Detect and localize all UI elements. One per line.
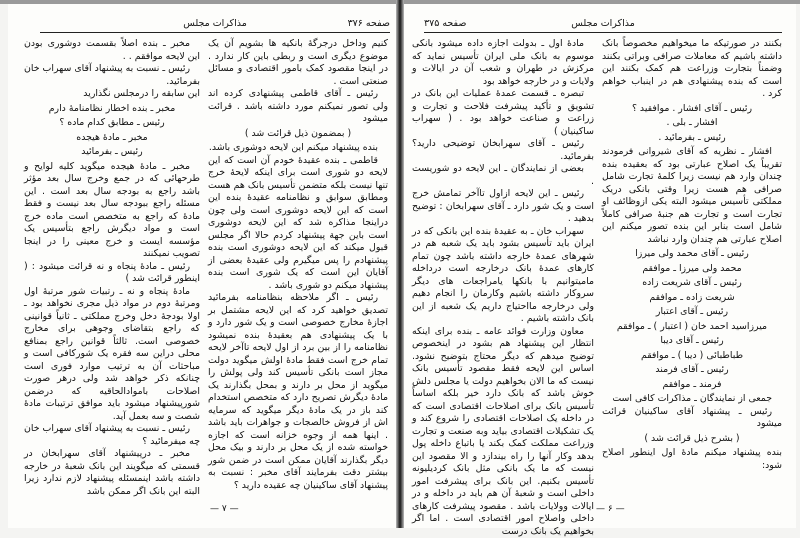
paragraph: معاون وزارت فوائد عامه ـ بنده برای اینکه انتظار این پیشنهاد هم بشود در اینخصوص توضیح میدهم که دیگر محتاج بتوضیح نشود. اساس این لایحه فقط مقصود تأسیس بانک نیست که ما الان بخواهیم دولت یا مجلس دلش خوش باشد که بانک دارد خیر بلکه اساساً تأسیس بانک برای اصلاحات اقتصادی است که در داخله یک اصلاحات اقتصادی را شروع کند و یک تشکیلات اقتصادی بیاید وبه صنعت و تجارت وزراعت مملکت کمک بکند یا باتباع داخله پول بدهد وکار آنها را راه بیندازد و الا مقصود این نیست که ما یک بانکی مثل بانک کردیلیونه تأسیس بکنیم. این بانک برای پیشرفت امور داخلی است و شعبهٔ آن هم باید در داخله و در ایالات وولایات باشد . مقصود پیشرفت کارهای داخلی واصلاح امور اقتصادی است . اما اگر بخواهیم یک بانک درست — [412, 326, 594, 538]
paragraph: قاطمی ـ بنده عقیدهٔ خودم آن است که این لایحه دو شوری است برای اینکه لایحهٔ خرج تنها نیست بلکه متضمن تأسیس بانک هم هست ومطابق سوابق و نظامنامه عقیدهٔ بنده این است که این لایحه دوشوری است ولی چون دراینجا مذاکره شد که این لایحه دوشوری است باین جهة پیشنهاد کردم حالا اگر مجلس قبول میکند که این لایحه دوشوری است بنده پیشنهادم را پس میگیرم ولی عقیدهٔ بعضی از آقایان این است که یک شوری است بنده پیشنهاد میکنم دو شوری باشد . — [208, 155, 388, 293]
paragraph: ( بشرح ذیل قرائت شد ) — [602, 433, 782, 446]
paragraph: رئیس ـ بفرمائید — [24, 146, 200, 159]
running-title: مذاکرات مجلس — [40, 18, 390, 29]
paragraph: ( بمضمون ذیل قرائت شد ) — [208, 128, 388, 141]
paragraph: افشار ـ نظریه که آقای شیروانی فرمودند تقریباً یک اصلاح عبارتی بود که بعقیده بنده چندان وارد هم نیست زیرا کلمهٔ تجارت شامل صرافی هم هست زیرا وقتی بانکی دریک مملکتی تأسیس میشود البته یکی ازوظائف او تجارت است و تجارت هم جنبهٔ صرافی کاملاً شامل است بنابر این بنده تصور میکنم این اصلاح عبارتی هم چندان وارد نباشد — [602, 146, 782, 246]
page-number: صفحه ۳۷۶ — [348, 18, 390, 29]
paragraph: شریعت زاده ـ موافقم — [602, 292, 782, 305]
paragraph: رئیس ـ پیشنهاد آقای ساکینیان قرائت میشود — [602, 406, 782, 431]
paragraph: این سابقه را درمجلس نگذارید — [24, 88, 200, 101]
page-header — [40, 16, 390, 33]
paragraph: رئیس ـ آقای افشار . موافقید ؟ — [602, 103, 782, 116]
book-gutter — [396, 0, 404, 528]
paragraph: رئیس ـ آقای سهرابخان توضیحی دارید؟ بفرمائید. — [412, 138, 594, 163]
paragraph: مخبر ـ مادهٔ هیجده میگوید کلیه لوایح و طرحهائی که در جمع وخرج سال بعد مؤثر باشد راجع به بودجه سال بعد است . این مسئله راجع ببودجه سال بعد نیست و فقط مادهٔ که راجع به متخصص است ماده خرج است و مواد دیگرش راجع بتأسیس یک مؤسسه ایست و خرج معینی را در اینجا تصویب نمیکنند — [24, 161, 200, 261]
paragraph: رئیس ـ این لایحه ازاول تاآخر تمامش خرج است و یک شور دارد ـ آقای سهرابخان : توضیح بدهید . — [412, 188, 594, 226]
text-column-right — [602, 38, 782, 506]
paragraph: رئیس ـ اگر ملاحظه بنظامنامه بفرمائید تصدیق خواهید کرد که این لایحه مشتمل بر اجازهٔ مخارج خصوصی است و یک شور دارد و با یک پیشنهادی هم بعقیدهٔ بنده نمیشود نظامنامه را از بین برد از اول لایحه تاآخر لایحه تمام خرج است فقط مادهٔ اولش میگوید دولت مجاز است بانکی تأسیس کند ولی پولش را میگوید از محل بر دارند و بمحل بگذارند یک مادهٔ دیگرش تصریح دارد که متخصص استخدام کند باز در یک مادهٔ دیگر میگوید که سرمایه اش از فروش خالصجات و جواهرات باید باشد . اینها همه از وجوه خزانه است که اجازه خواسته شده از یک محل بر دارند و بیک محل دیگر بگذارند آقایان ممکن است در ضمن شور بیشتر دقت بفرمایند آقای مخبر : نسبت به پیشنهاد آقای ساکینیان چه عقیده دارید ؟ — [208, 292, 388, 492]
paragraph: رئیس ـ آقای اعتبار — [602, 306, 782, 319]
running-title: مذاکرات مجلس — [424, 18, 782, 29]
paragraph: بعضی از نمایندگان ـ این لایحه دو شوریست . — [412, 163, 594, 188]
paragraph: مخبر ـ مادهٔ هیجده — [24, 132, 200, 145]
paragraph: فرمند ـ موافقم — [602, 379, 782, 392]
paragraph: جمعی از نمایندگان ـ مذاکرات کافی است — [602, 393, 782, 406]
paragraph: مخبر ـ درپیشنهاد آقای سهرابخان در قسمتی که میگویند این بانک شعبهٔ در خارجه داشته باشد اینمسئله پیشنهاد لازم ندارد زیرا البته این بانک اگر ممکن باشد — [24, 448, 200, 498]
paragraph: مخبر ـ بنده اخطار نظامنامهٔ دارم — [24, 103, 200, 116]
paragraph: رئیس ـ آقای قاطمی پیشنهادی کرده اند ولی تصور نمیکنم مورد داشته باشد . قرائت میشود — [208, 88, 388, 126]
paragraph: مادهٔ پنجاه و نه ـ رتبیات شور مرتبهٔ اول ومرتبهٔ دوم در مواد ذیل مجری نخواهد بود ـ اولا بودجهٔ دخل وخرج مملکتی ـ ثانیاً قوانینی که راجع بتقاضای وجوهی برای مخارج خصوصی است. ثالثاً قوانین راجع بمنافع محلی دراین سه فقره یک شورکافی است و مباحثات آن به ترتیب موارد فوری است چنانکه ذکر خواهد شد ولی درهر صورت اصلاحات باموادالحاقیه که درضمن شورپیشنهاد میشود باید موافق ترتیبات مادهٔ شصت و سه بعمل آید. — [24, 286, 200, 424]
paragraph: رئیس ـ نسبت به پیشنهاد آقای سهراب خان چه میفرمائید ؟ — [24, 423, 200, 448]
paragraph: بنده پیشنهاد میکنم مادهٔ اول اینطور اصلاح شود: — [602, 447, 782, 472]
page-footer: — ۶ — — [596, 504, 625, 514]
right-page — [404, 4, 796, 528]
paragraph: طباطبائی ( دیبا ) ـ موافقم — [602, 350, 782, 363]
paragraph: سهراب خان ـ به عقیدهٔ بنده این بانکی که در ایران باید تأسیس بشود باید یک شعبه هم در شهرهای عمدهٔ خارجه داشته باشد چون تمام کارهای عمدهٔ بانک درخارجه است درداخله ماميتوانيم با بانکها یامراجعات های دیگر سروکار داشته باشیم وکارمان را انجام دهیم ولی درخارجه مااحتیاج داریم یک شعبه از این بانک داشته باشیم . — [412, 226, 594, 326]
paragraph: رئیس ـ آقای شریعت زاده — [602, 277, 782, 290]
paragraph: مخبر ـ بنده اصلاً بقسمت دوشوری بودن این لایحه موافقم . . — [24, 38, 200, 63]
paragraph: رئیس ـ آقای فرمند — [602, 364, 782, 377]
paragraph: رئیس ـ مادهٔ پنجاه و نه قرائت میشود : ( اینطور قرائت شد ) — [24, 261, 200, 286]
paragraph: تبصره ـ قسمت عمدهٔ عملیات این بانک در تشویق و تأکید پیشرفت فلاحت و تجارت و زراعت و صناعت خواهد بود . ( سهراب ساکینیان ) — [412, 88, 594, 138]
text-column-left — [24, 38, 200, 506]
paragraph: محمد ولی میرزا ـ موافقم — [602, 263, 782, 276]
paragraph: افشار ـ بلی . — [602, 117, 782, 130]
page-footer: — ۷ — — [210, 504, 239, 514]
paragraph: رئیس ـ نسبت به پیشنهاد آقای سهراب خان بفرمائید. — [24, 63, 200, 88]
paragraph: رئیس ـ آقای محمد ولی میرزا — [602, 248, 782, 261]
paragraph: میرزاسید احمد خان ( اعتبار ) ـ موافقم — [602, 321, 782, 334]
paragraph: رئیس ـ بفرمائید . — [602, 132, 782, 145]
page-header — [424, 16, 782, 33]
left-page — [8, 4, 396, 528]
paragraph: مادهٔ اول ـ بدولت اجازه داده میشود بانکی موسوم به بانک ملی ایران تأسیس نماید که مرکزش در طهران و شعب آن در ایالات و ولایات و در خارجه خواهد بود — [412, 38, 594, 88]
paragraph: رئیس ـ مطابق کدام ماده ؟ — [24, 117, 200, 130]
text-column-left — [412, 38, 594, 506]
paragraph: کنیم وداخل درجرگهٔ بانکیه ها بشویم آن یک موضوع دیگری است و ربطی باین کار ندارد . در اینجا مقصود کمک بامور اقتصادی و مسائل صنعتی است . — [208, 38, 388, 88]
paragraph: رئیس ـ آقای دیبا — [602, 335, 782, 348]
text-column-right — [208, 38, 388, 506]
paragraph: بنده پیشنهاد میکنم این لایحه دوشوری باشد. — [208, 142, 388, 155]
page-number: صفحه ۳۷۵ — [424, 18, 466, 29]
paragraph: بکنند در صورتیکه ما میخواهیم مخصوصاً بانک داشته باشیم که معاملات صرافی وبراتی بکنند وضمناً بتجارت وزراعت هم کمک بکنند این است که بنده پیشنهادی هم در اینباب خواهم کرد . — [602, 38, 782, 101]
